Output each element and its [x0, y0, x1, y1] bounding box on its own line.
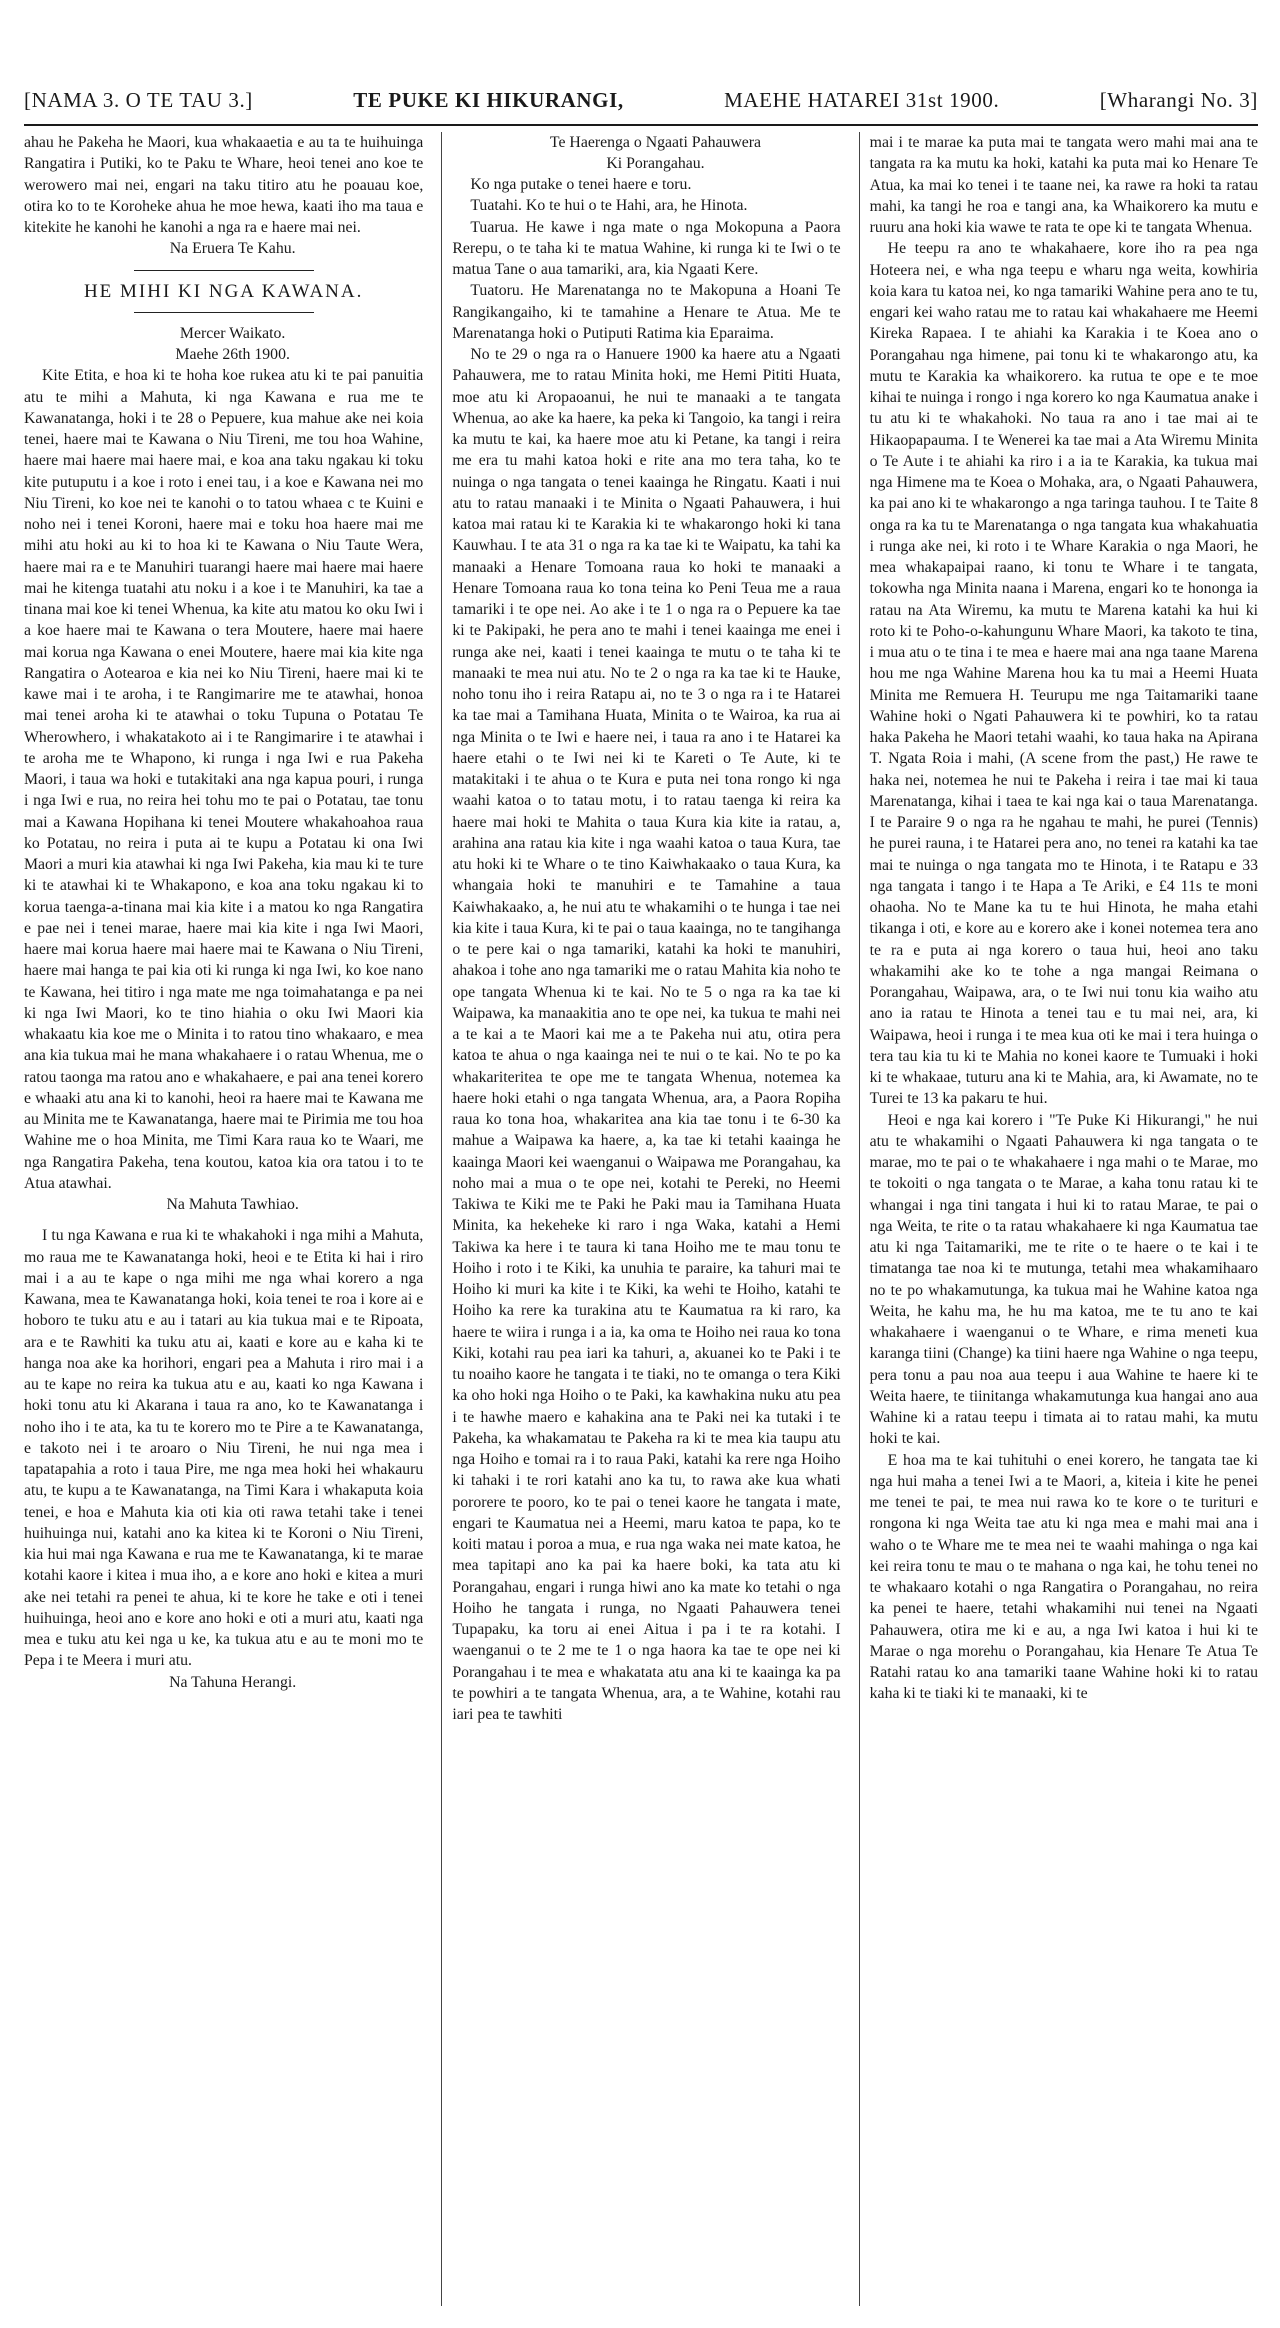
spacer	[24, 1215, 423, 1225]
paragraph: He teepu ra ano te whakahaere, kore iho ra pea nga Hoteera nei, e wha nga teepu e wharu nga weita, kowhiria koia kara tu katoa nei, ko nga tamariki Wahine pera ano te tu, engari kei waho ratau me to ratau kai whakahaere me Heemi Kireka Rapaea. I te ahiahi ka Karakia i te Koea ano o Porangahau nga himene, pai tonu ki te whakarongo atu, ka mutu te Karakia ka whaikorero. ka rutua te ope e te moe kihai te nuinga i rongo i nga korero ko nga Kaumatua anake i tu atu ki te whakahoki. No taua ra ano i tae mai ai te Hikaopapauma. I te Wenerei ka tae mai a Ata Wiremu Minita o Te Aute i te ahiahi ka riro i a ia te Karakia, ka tukua mai nga Himene ma te Koea o Mohaka, ara, o Ngaati Pahauwera, ka pai ano ki te whakarongo a nga taringa tauhou. I te Taite 8 onga ra ka tu te Marenatanga o nga tangata kua whakahuatia i runga ake nei, ki roto i te Whare Karakia o nga Maori, he mea whakapaipai raano, ki tonu te Whare i te tangata, tokowha nga Minita naana i Marena, engari ko te hononga ia ratau na Ata Wiremu, ka mutu te Marena katahi ka hui ki roto ki te Poho-o-kahungunu Whare Maori, ka takoto te tina, i mua atu o te tina i te mea e haere mai ana nga taane Marena hou me nga Wahine Marena hou ka tu mai a Heemi Huata Minita me Remuera H. Teurupu me nga Taitamariki taane Wahine hoki o Ngati Pahauwera ki te powhiri, ko ta ratau haka Pakeha he Maori tetahi waahi, ko taua haka na Apirana T. Ngata Roia i mahi, (A scene from the past,) He rawe te haka nei, notemea he nui te Pakeha i reira i tae mai ki taua Marenatanga, kihai i taea te kai nga kai o taua Marenatanga. I te Paraire 9 o nga ra he ngahau te mahi, he purei (Tennis) he purei rauna, i te Hatarei pera ano, no tenei ra katahi ka tae mai te nuinga o nga tangata mo te Hinota, i te Ratapu e 33 nga tangata i tango i te Hapa a Te Ariki, e £4 11s te moni ohaoha. No te Mane ka tu te hui Hinota, he maha etahi tikanga i oti, e kore au e korero ake i konei notemea tera ano te ra e puta ai nga korero o taua hui, heoi ano taku whakamihi ake ko te tohe a nga mangai Reimana o Porangahau, Waipawa, ara, o te Iwi nui tonu kia waiho atu ano ia ratau te Hinota a tenei tau e tu mai nei, ara, ki Waipawa, heoi i runga i te mea kua oti ke mai i tera huinga o tera tau kia tu ki te Mahia no konei kaore te Tumuaki i hoki ki te whakaae, tuturu ana ki te Mahia, ara, ki Awamate, no te Turei te 13 ka pakaru te hui.	[869, 240, 1258, 1108]
paragraph: mai i te marae ka puta mai te tangata wero mahi mai ana te tangata ra ka mutu ka hoki, katahi ka puta mai ko Henare Te Atua, ka mai ko tenei i te taane nei, ka rawe ra hoki ta ratau mahi, ka tangi he roa e tangi ana, ka Whaikorero ka mutu e ruuru ana hoki kia wawe te rata te ope ki te tangata Whenua.	[869, 134, 1258, 236]
signature: Na Tahuna Herangi.	[169, 1673, 297, 1691]
article-subtitle: Ki Porangahau.	[606, 155, 705, 172]
paragraph: ahau he Pakeha he Maori, kua whakaaetia e au ta te huihuinga Rangatira i Putiki, ko te Paku te Whare, heoi tenei ano koe te werowero mai nei, engari na taku titiro atu he poauau koe, otira ko to te Koroheke ahua he moe hewa, kaati iho ma taua e kitekite he kanohi he kanohi a nga ra e haere mai nei.	[24, 134, 424, 236]
column-1	[24, 132, 423, 2306]
section-title: HE MIHI KI NGA KAWANA.	[83, 280, 364, 302]
signature: Na Mahuta Tawhiao.	[166, 1196, 299, 1213]
issue-number: [NAMA 3. O TE TAU 3.]	[24, 87, 253, 112]
paragraph: Tuarua. He kawe i nga mate o nga Mokopuna a Paora Rerepu, o te taha ki te matua Wahine, ki runga ki te Iwi o te matua Tane o aua tamariki, ara, kia Ngaati Kere.	[452, 218, 841, 278]
paragraph: Ko nga putake o tenei haere e toru.	[470, 176, 692, 193]
paragraph: Heoi e nga kai korero i "Te Puke Ki Hikurangi," he nui atu te whakamihi o Ngaati Pahauwera ki nga tangata o te marae, mo te pai o te whakahaere i nga mahi o te Marae, mo te tokoiti o nga tangata o te Marae, a kaha tonu ratau ki te whangai i nga tini tangata i hui ki to ratau Marae, te pai o nga Weita, te rite o ta ratau whakahaere ki nga Kaumatua tae atu ki nga Taitamariki, me te rite o te haere o te kai i te timatanga tae noa ki te mutunga, tetahi mea whakamihaaro no te po whakamutunga, ka tukua mai he Wahine katoa nga Weita, he kahu ma, he hu ma katoa, me te tu ano te kai whakahaere i waenganui o te Whare, e rima meneti kua karanga tiini (Change) ka tiini haere nga Wahine o nga teepu, pera tonu a pau noa aua teepu i aua Wahine te haere ki te Weita haere, te tiinitanga whakamutunga kua hangai ano aua Wahine ki a ratau teepu i timata ai to ratau mahi, ka mutu hoki te kai.	[869, 1111, 1258, 1448]
paragraph: Tuatahi. Ko te hui o te Hahi, ara, he Hinota.	[470, 197, 748, 215]
paragraph: Tuatoru. He Marenatanga no te Makopuna a Hoani Te Rangikangaiho, ki te tamahine a Henare te Atua. Me te Marenatanga hoki o Putiputi Ratima kia Eparaima.	[452, 282, 841, 342]
article-columns	[24, 132, 1258, 2306]
dateline-date: Maehe 26th 1900.	[175, 346, 290, 363]
divider	[134, 270, 314, 271]
issue-date: MAEHE HATAREI 31st 1900.	[724, 87, 1000, 112]
newspaper-title: TE PUKE KI HIKURANGI,	[353, 87, 624, 112]
column-3	[859, 132, 1258, 2306]
page-header	[24, 76, 1258, 126]
dateline-place: Mercer Waikato.	[179, 324, 286, 342]
paragraph: I tu nga Kawana e rua ki te whakahoki i nga mihi a Mahuta, mo raua me te Kawanatanga hoki, heoi e te Etita ki hai i riro mai i a au te kape o nga mihi me nga whai korero a nga Kawana, mea te Kawanatanga hoki, koia tenei te roa i kore ai e hoboro te tuku atu e au i tatari au kia tukua mai e te Ripoata, ara e te Rawhiti ka tuku atu ai, kaati e kore au e kaha ki te hanga noa ake ka horihori, engari pea a Mahuta i riro mai i a au te kape no reira ka tukua atu e au, kaati ko nga Kawana i hoki tonu atu ki Akarana i taua ra ano, ko te Kawanatanga i noho iho i te ata, ka tu te korero mo te Pire a te Kawanatanga, e takoto nei i te aroaro o Niu Tireni, he nui nga mea i tapatapahia a roto i taua Pire, me nga mea hoki hei whakauru atu, te kupu a te Kawanatanga, na Timi Kara i whakaputa koia tenei, e hoa e Mahuta kia oti kia oti rawa tetahi take i tenei huihuinga nui, katahi ano ka kitea ki te Koroni o Niu Tireni, kia hui mai nga Kawana e rua me te Kawanatanga, ki te marae kotahi kaore i kitea i mua iho, a e kore ano hoki e kitea a muri ake nei tetahi ra penei te ahua, ki te kore he take e oti i tenei huihuinga, heoi ano e kore ano hoki e oti a muri atu, kaati nga mea e tuku atu kei nga u ke, ka tukua atu e au te moni mo te Pepa i te Meera i muri atu.	[24, 1227, 424, 1670]
divider	[134, 312, 314, 313]
paragraph: E hoa ma te kai tuhituhi o enei korero, he tangata tae ki nga hui maha a tenei Iwi a te Maori, a, kiteia i kite he penei me tenei te pai, te mea nui rawa ko te kore o te turituri e rongona ki nga Weita tae atu ki nga mea e mahi mai ana i waho o te Whare me te mea nei te waahi mahinga o nga kai kei reira tonu te mau o te mahana o nga kai, he tohu tenei no te whakaaro kotahi o nga Rangatira o Porangahau, no reira ka penei te haere, tetahi whakamihi nui tenei na Ngaati Pahauwera, otira me ki e au, a nga Iwi katoa i hui ki te Marae o nga morehu o Porangahau, kia Henare Te Atua Te Ratahi ratau ko ana tamariki taane Wahine hoki ki to ratau kaha ki te tiaki ki te manaaki, ki te	[869, 1451, 1258, 1703]
article-title: Te Haerenga o Ngaati Pahauwera	[549, 134, 762, 151]
column-2	[441, 132, 840, 2306]
paragraph: Kite Etita, e hoa ki te hoha koe rukea atu ki te pai panuitia atu te mihi a Mahuta, ki nga Kawana e rua me te Kawanatanga, hoki i te 28 o Pepuere, kua mahue ake nei koia tenei, haere mai te Kawana o Niu Tireni, me tou hoa Wahine, haere mai haere mai haere mai, e koa ana taku ngakau ki toku kite putuputu i a koe i roto i enei tau, i a koe e Kawana nei mo Niu Tireni, ko koe nei te kanohi o to tatou whaea c te Kuini e noho nei i tenei Koroni, haere mai e toku hoa haere mai me mihi atu hoki au ki to hoa ki te Kawana o Niu Taute Wera, haere mai ra e te Manuhiri tuarangi haere mai haere mai haere mai he kitenga tuatahi atu noku i a koe i te Manuhiri, ka tae a tinana mai koe ki tenei Whenua, ka kite atu matou ko oku Iwi i a koe haere mai te Kawana o tera Moutere, haere mai haere mai korua nga Kawana o enei Moutere, haere mai kia kite nga Rangatira o Aotearoa e kia nei ko Niu Tireni, haere mai ki te kawe mai i te aroha, i te Rangimarire me te atawhai, honoa mai tenei aroha ki te atawhai o toku Tupuna o Potatau Te Wherowhero, i whakatakoto ai i te Rangimarire i te atawhai i te aroha me te Whapono, ki runga i nga Iwi e rua Pakeha Maori, i taua wa hoki e tutakitaki ana nga kapua pouri, i runga i nga Iwi e rua, no reira hei tohu mo te pai o Potatau, tae tonu mai a Kawana Hopihana ki tenei Moutere whakahoahoa raua ko Potatau, no reira i puta ai te kupu a Potatau ki ona Iwi Maori a muri kia atawhai ki nga Iwi Pakeha, kia mau ki te ture ki te atawhai ki te Whakapono, e koa ana toku ngakau ki to korua taenga-a-tinana mai kia kite i a matou ko nga Rangatira e pae nei i tenei marae, haere mai kia kite i nga Iwi Maori, haere mai korua haere mai haere mai te Kawana o Niu Tireni, haere mai hanga te pai kia oti ki runga ki nga Iwi, ko koe nano te Kawana, hei titiro i nga mate me nga toimahatanga e pa nei ki nga Iwi Maori, ko te tino hiahia o oku Iwi Maori kia whakaatu kia koe me o Minita i to ratou tino whakaaro, e mea ana kia tukua mai he mana whakahaere i o ratau Whenua, me o ratou taonga ma ratou ano e whakahaere, e pai ana tenei korero e whaaki atu ana ki to kanohi, heoi ra haere mai te Kawana me au Minita me te Kawanatanga, haere mai te Pirimia me tou hoa Wahine me o hoa Minita, me Timi Kara raua ko te Waari, me nga Rangatira Pakeha, tena koutou, katoa kia ora tatou i to te Atua atawhai.	[24, 367, 424, 1192]
signature: Na Eruera Te Kahu.	[169, 240, 296, 258]
page-number: [Wharangi No. 3]	[1099, 87, 1258, 112]
paragraph: No te 29 o nga ra o Hanuere 1900 ka haere atu a Ngaati Pahauwera, me to ratau Minita hoki, me Hemi Pititi Huata, moe atu ki Aropaoanui, he nui te manaaki a te tangata Whenua, ao ake ka haere, ka peka ki Tangoio, ka tangi i reira ka mutu te kai, ka haere moe atu ki Petane, ka tangi i reira me era tu mahi katoa hoki e rite ana mo tera taha, ko te nuinga o nga tangata o tenei kaainga he Ringatu. Kaati i nui atu to ratau manaaki i te Minita o Ngaati Pahauwera, i hui katoa mai ratau ki te Karakia ki te whakarongo hoki ki tana Kauwhau. I te ata 31 o nga ra ka tae ki te Waipatu, ka tahi ka manaaki a Henare Tomoana raua ko hoki te manaaki a Henare Tomoana raua ko tona teina ko Peni Teua me a raua tamariki i te ope nei. Ao ake i te 1 o nga ra o Pepuere ka tae ki te Pakipaki, he pera ano te mahi i tenei kaainga me enei i runga ake nei, kaati i tenei kaainga te mutu o te taha ki te manaaki te mea nui atu. No te 2 o nga ra ka tae ki te Hauke, noho tonu iho i reira Ratapu ai, no te 3 o nga ra i te Hatarei ka tae mai a Tamihana Huata, Minita o te Wairoa, ka rua ai nga Minita o te Iwi e haere nei, i taua ra ano i te Hatarei ka haere etahi o te Iwi nei ki te Kareti o Te Aute, ki te matakitaki i te ahua o te Kura e puta nei tona rongo ki nga waahi katoa o to tatau motu, i to ratau taenga ki reira ka haere mai hoki te Mahita o taua Kura kia kite ia ratau, a, arahina ana ratau kia kite i nga waahi katoa o taua Kura, tae atu hoki ki te Whare o te tino Kaiwhakaako o taua Kura, ka whangaia hoki te manuhiri e te Tamahine a taua Kaiwhakaako, a, he nui atu te whakamihi o te hunga i tae nei kia kite i taua Kura, ki te pai o taua kaainga, no te tangihanga o te pere kai o nga tamariki, katahi ka hoki te manuhiri, ahakoa i tohe ano nga tamariki me o ratau Mahita kia noho te ope tangata Whenua ki te kai. No te 5 o nga ra ka tae ki Waipawa, ka manaakitia ano te ope nei, ka tukua te mahi nei a te kai a te Maori kai me a te Pakeha nui atu, otira pera katoa te ahua o nga kaainga nei te nui o te kai. No te po ka whakariteritea te ope me te tangata Whenua, notemea ka haere hoki etahi o nga tangata Whenua, ara, a Paora Ropiha raua ko tona hoa, whakaritea ana kia tae tonu i te 6-30 ka mahue a Waipawa ka haere, a, ka tae ki tetahi kaainga he kaainga Maori kei waenganui o Waipawa me Porangahau, ka noho mai a mua o te ope nei, kotahi te Pereki, no Heemi Takiwa te Kiki me te Paki he Paki mau ia Tamihana Huata Minita, ka hekeheke ki raro i nga Waka, katahi a Hemi Takiwa ka here i te taura ki tana Hoiho me te mau tonu te Hoiho i roto i te Kiki, ka unuhia te paraire, ka tahuri mai te Hoiho ki muri ka kite i te Kiki, ka wehi te Hoiho, katahi te Hoiho ka rere ka turakina atu te Kaumatua ra ki raro, ka haere te wiira i runga i a ia, ka oma te Hoiho nei raua ko tona Kiki, kotahi rau pea iari ka tahuri, a, akuanei ko te Paki i te tu noaiho kaore he tangata i te tiaki, no te omanga o tera Kiki ka oho hoki nga Hoiho o te Paki, ka kawhakina nuku atu pea i te hawhe maero e kahakina ana te Paki nei ka tutaki i te Pakeha, ka whakamatau te Pakeha ra ki te mea kia taupu atu nga Hoiho e tomai ra i to raua Paki, katahi ka rere nga Hoiho ki tahaki i te rori katahi ano ka tu, to rawa ake kua whati pororere te pooro, ko te pai o tenei kaore he tangata i mate, engari te Kaumatua nei a Heemi, maru katoa te papa, ko te koiti matau i poroa a mua, e rua nga waka nei mate katoa, he mea tapitapi ano ka pai ka haere boki, ka tata atu ki Porangahau, engari i runga hiwi ano ka mate ko tetahi o nga Hoiho he tangata i runga, no Ngaati Pahauwera tenei Tupapaku, ka toru ai enei Aitua i pa i te ra kotahi. I waenganui o te 2 me te 1 o nga haora ka tae te ope nei ki Porangahau i te mea e whakatata atu ana ki te kaainga ka pa te powhiri a te tangata Whenua, ara, a te Wahine, kotahi rau iari pea te tawhiti	[452, 346, 841, 1723]
